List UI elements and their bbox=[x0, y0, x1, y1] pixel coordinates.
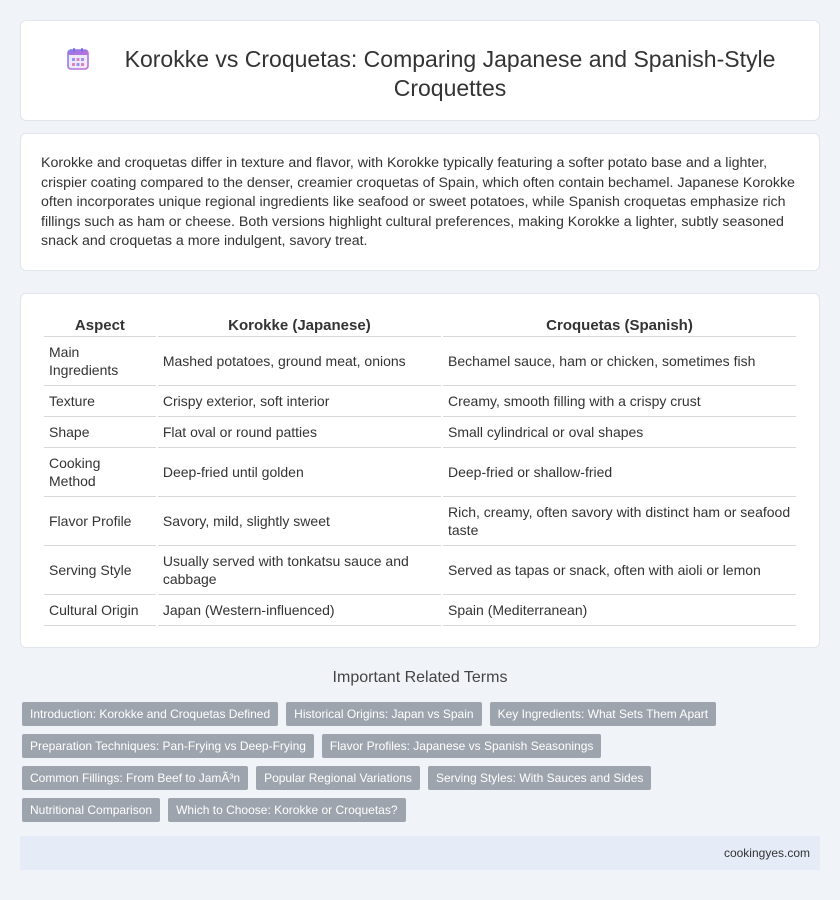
related-terms-list bbox=[22, 702, 802, 830]
cell-korokke: Mashed potatoes, ground meat, onions bbox=[158, 337, 441, 386]
table-row bbox=[44, 337, 796, 386]
comparison-table bbox=[42, 315, 798, 626]
cell-croquetas: Creamy, smooth filling with a crispy crust bbox=[443, 386, 796, 417]
cell-korokke: Crispy exterior, soft interior bbox=[158, 386, 441, 417]
cell-aspect: Serving Style bbox=[44, 546, 156, 595]
header-croquetas: Croquetas (Spanish) bbox=[443, 315, 796, 337]
cell-aspect: Texture bbox=[44, 386, 156, 417]
related-term-tag[interactable]: Serving Styles: With Sauces and Sides bbox=[428, 766, 651, 790]
table-header-row bbox=[44, 315, 796, 337]
cell-croquetas: Served as tapas or snack, often with aioli or lemon bbox=[443, 546, 796, 595]
related-term-tag[interactable]: Introduction: Korokke and Croquetas Defined bbox=[22, 702, 278, 726]
cell-korokke: Japan (Western-influenced) bbox=[158, 595, 441, 626]
cell-croquetas: Rich, creamy, often savory with distinct ham or seafood taste bbox=[443, 497, 796, 546]
table-row bbox=[44, 497, 796, 546]
header-korokke: Korokke (Japanese) bbox=[158, 315, 441, 337]
page-title: Korokke vs Croquetas: Comparing Japanese and Spanish-Style Croquettes bbox=[124, 46, 776, 101]
summary-card bbox=[20, 133, 820, 271]
comparison-table-card bbox=[20, 293, 820, 648]
related-term-tag[interactable]: Common Fillings: From Beef to JamÃ³n bbox=[22, 766, 248, 790]
cell-aspect: Main Ingredients bbox=[44, 337, 156, 386]
cell-croquetas: Small cylindrical or oval shapes bbox=[443, 417, 796, 448]
table-row bbox=[44, 546, 796, 595]
cell-korokke: Savory, mild, slightly sweet bbox=[158, 497, 441, 546]
table-row bbox=[44, 595, 796, 626]
summary-text: Korokke and croquetas differ in texture and flavor, with Korokke typically featuring a softer potato base and a lighter, crispier coating compared to the denser, creamier croquetas of Spain, which often contain bechamel. Japanese Korokke often incorporates unique regional ingredients like seafood or sweet potatoes, while Spanish croquetas emphasize rich fillings such as ham or cheese. Both versions highlight cultural preferences, making Korokke a lighter, subtly seasoned snack and croquetas a more indulgent, savory treat. bbox=[41, 155, 795, 249]
cell-aspect: Shape bbox=[44, 417, 156, 448]
related-term-tag[interactable]: Popular Regional Variations bbox=[256, 766, 420, 790]
cell-croquetas: Deep-fried or shallow-fried bbox=[443, 448, 796, 497]
table-row bbox=[44, 417, 796, 448]
table-row bbox=[44, 448, 796, 497]
related-term-tag[interactable]: Which to Choose: Korokke or Croquetas? bbox=[168, 798, 405, 822]
related-term-tag[interactable]: Historical Origins: Japan vs Spain bbox=[286, 702, 481, 726]
related-terms-heading: Important Related Terms bbox=[332, 669, 508, 686]
related-term-tag[interactable]: Nutritional Comparison bbox=[22, 798, 160, 822]
cell-korokke: Flat oval or round patties bbox=[158, 417, 441, 448]
cell-aspect: Flavor Profile bbox=[44, 497, 156, 546]
related-term-tag[interactable]: Flavor Profiles: Japanese vs Spanish Seasonings bbox=[322, 734, 601, 758]
header-card bbox=[20, 20, 820, 121]
cell-korokke: Deep-fried until golden bbox=[158, 448, 441, 497]
cell-aspect: Cultural Origin bbox=[44, 595, 156, 626]
related-term-tag[interactable]: Preparation Techniques: Pan-Frying vs Deep-Frying bbox=[22, 734, 314, 758]
header-aspect: Aspect bbox=[44, 315, 156, 337]
cell-korokke: Usually served with tonkatsu sauce and cabbage bbox=[158, 546, 441, 595]
footer-site-link[interactable]: cookingyes.com bbox=[723, 846, 810, 860]
related-term-tag[interactable]: Key Ingredients: What Sets Them Apart bbox=[490, 702, 717, 726]
footer bbox=[20, 836, 820, 870]
table-row bbox=[44, 386, 796, 417]
cell-croquetas: Spain (Mediterranean) bbox=[443, 595, 796, 626]
cell-croquetas: Bechamel sauce, ham or chicken, sometimes fish bbox=[443, 337, 796, 386]
cell-aspect: Cooking Method bbox=[44, 448, 156, 497]
calendar-grid-icon bbox=[66, 47, 90, 71]
